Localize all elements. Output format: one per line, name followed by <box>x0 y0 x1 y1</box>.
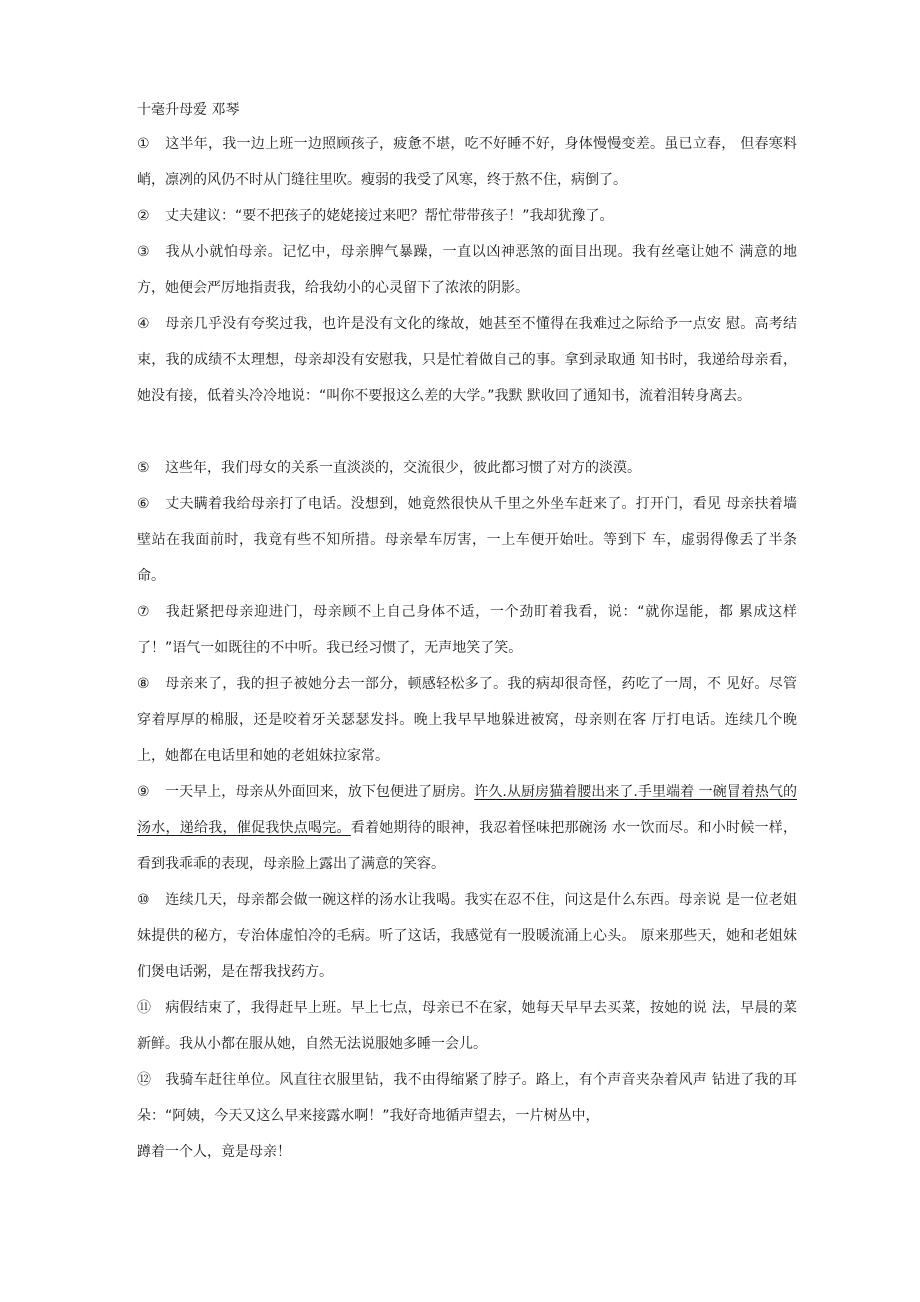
paragraph-number: ⑫ <box>137 1072 151 1088</box>
paragraph-text: 母亲几乎没有夸奖过我，也许是没有文化的缘故，她甚至不懂得在我难过之际给予一点安 慰。高考结束，我的成绩不太理想，母亲却没有安慰我，只是忙着做自己的事。拿到录取通 知书时，我递给母亲看，她没有接，低着头冷冷地说：“叫你不要报这么差的大学。”我默 默收回了通知书，流着泪转身离去。 <box>137 316 797 404</box>
paragraph-text: 蹲着一个人，竟是母亲！ <box>137 1144 291 1160</box>
paragraph-number: ⑦ <box>137 604 150 620</box>
document-title: 十毫升母爱 邓琴 <box>137 102 240 118</box>
paragraph-4 <box>137 306 797 414</box>
paragraph-number: ⑤ <box>137 460 150 476</box>
paragraph-text: 我从小就怕母亲。记忆中，母亲脾气暴躁，一直以凶神恶煞的面目出现。我有丝毫让她不 满意的地方，她便会严厉地指责我，给我幼小的心灵留下了浓浓的阴影。 <box>137 244 797 296</box>
paragraph-6 <box>137 486 797 594</box>
paragraph-12-continued <box>137 1134 797 1170</box>
underlined-passage: 许久.从厨房猫着腰出来了.手里端着 一碗冒着热气的汤水，递给我，催促我快点喝完。 <box>137 784 797 836</box>
paragraph-number: ④ <box>137 316 150 332</box>
paragraph-2 <box>137 198 797 234</box>
paragraph-12 <box>137 1062 797 1134</box>
paragraph-text: 连续几天，母亲都会做一碗这样的汤水让我喝。我实在忍不住，问这是什么东西。母亲说 是一位老姐妹提供的秘方，专治体虚怕冷的毛病。听了这话，我感觉有一股暖流涌上心头。 原来那些天，她和老姐妹们煲电话粥，是在帮我找药方。 <box>137 892 797 980</box>
paragraph-number: ⑧ <box>137 676 150 692</box>
paragraph-text: 这半年，我一边上班一边照顾孩子，疲惫不堪，吃不好睡不好，身体慢慢变差。虽已立春， 但春寒料峭，凛冽的风仍不时从门缝往里吹。瘦弱的我受了风寒，终于熬不住，病倒了。 <box>137 136 797 188</box>
paragraph-number: ⑥ <box>137 496 150 512</box>
paragraph-text: 这些年，我们母女的关系一直淡淡的，交流很少，彼此都习惯了对方的淡漠。 <box>165 460 641 476</box>
paragraph-1 <box>137 126 797 198</box>
paragraph-text: 丈夫瞒着我给母亲打了电话。没想到，她竟然很快从千里之外坐车赶来了。打开门，看见 母亲扶着墙壁站在我面前时，我竟有些不知所措。母亲晕车厉害，一上车便开始吐。等到下 车，虚弱得像丢了半条命。 <box>137 496 797 584</box>
paragraph-10 <box>137 882 797 990</box>
paragraph-text: 丈夫建议：“要不把孩子的姥姥接过来吧？帮忙带带孩子！”我却犹豫了。 <box>165 208 614 224</box>
paragraph-9 <box>137 774 797 882</box>
paragraph-number: ⑪ <box>137 1000 151 1016</box>
paragraph-text: 我赶紧把母亲迎进门，母亲顾不上自己身体不适，一个劲盯着我看，说：“就你逞能，都 累成这样了！”语气一如既往的不中听。我已经习惯了，无声地笑了笑。 <box>137 604 797 656</box>
paragraph-number: ⑩ <box>137 892 150 908</box>
paragraph-text: 母亲来了，我的担子被她分去一部分，顿感轻松多了。我的病却很奇怪，药吃了一周，不 见好。尽管穿着厚厚的棉服，还是咬着牙关瑟瑟发抖。晚上我早早地躲进被窝，母亲则在客 厅打电话。连续几个晚上，她都在电话里和她的老姐妹拉家常。 <box>137 676 797 764</box>
paragraph-7 <box>137 594 797 666</box>
paragraph-text: 一天早上，母亲从外面回来，放下包便进了厨房。 <box>165 784 475 800</box>
paragraph-8 <box>137 666 797 774</box>
paragraph-11 <box>137 990 797 1062</box>
paragraph-text: 看着她期待的眼神，我忍着怪味把那碗汤 水一饮而尽。和小时候一样，看到我乖乖的表现，母亲脸上露出了满意的笑容。 <box>137 820 797 872</box>
paragraph-number: ③ <box>137 244 150 260</box>
paragraph-3 <box>137 234 797 306</box>
paragraph-number: ⑨ <box>137 784 150 800</box>
paragraph-text: 我骑车赶往单位。风直往衣服里钻，我不由得缩紧了脖子。路上，有个声音夹杂着风声 钻进了我的耳朵：“阿姨，今天又这么早来接露水啊！”我好奇地循声望去，一片树丛中， <box>137 1072 797 1124</box>
paragraph-5 <box>137 450 797 486</box>
paragraph-text: 病假结束了，我得赶早上班。早上七点，母亲已不在家，她每天早早去买菜，按她的说 法，早晨的菜新鲜。我从小都在服从她，自然无法说服她多睡一会儿。 <box>137 1000 797 1052</box>
paragraph-number: ② <box>137 208 150 224</box>
paragraph-number: ① <box>137 136 150 152</box>
